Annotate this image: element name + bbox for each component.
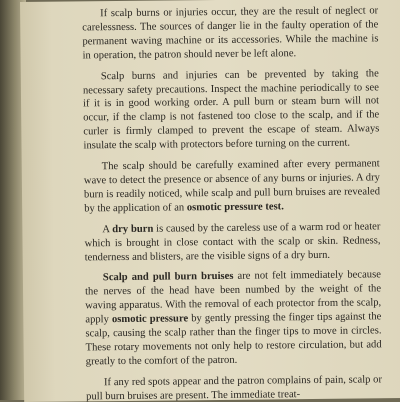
paragraph-6 bbox=[86, 373, 382, 402]
text-segment: Scalp burns and injuries can be prevented by taking the necessary safety precautions. Inspect the machine periodically to see if it is in good working order. A pull burn or steam burn will not occur, if the clamp is not fastened too close to the scalp, and if the curler is firmly clamped to prevent the escape of steam. Always insulate the scalp with protectors before turning on the current. bbox=[82, 67, 380, 152]
paragraph-1 bbox=[82, 4, 379, 63]
bold-term: Scalp and pull burn bruises bbox=[102, 271, 234, 284]
page-text bbox=[82, 4, 382, 402]
text-segment: are not felt immediately because the nerves of the head have been numbed by the weight of the waving apparatus. With the removal of each protector from the scalp, apply bbox=[84, 269, 382, 326]
text-segment: If any red spots appear and the patron complains of pain, scalp or pull burn bruises are present. The immediate treat- bbox=[86, 374, 383, 402]
bold-term: osmotic pressure bbox=[111, 313, 189, 326]
text-segment: The scalp should be carefully examined after every permanent wave to detect the presence or absence of any burns or injuries. A dry burn is readily noticed, while scalp and pull burn bruises are revealed by the application of an bbox=[83, 158, 381, 215]
text-segment: If scalp burns or injuries occur, they are the result of neglect or carelessness. The sources of danger lie in the faulty operation of the permanent waving machine or its accessories. While the machine is in operation, the patron should never be left alone. bbox=[82, 5, 379, 62]
text-segment: by gently pressing the finger tips against the scalp, causing the scalp rather than the finger tips to move in circles. These rotary movements not only help to restore circulation, but add greatly to the comfort of the patron. bbox=[85, 311, 382, 368]
text-segment: A bbox=[102, 223, 113, 235]
bold-term: dry burn bbox=[112, 223, 154, 235]
paragraph-5 bbox=[85, 269, 382, 369]
book-page bbox=[20, 0, 400, 402]
paragraph-2 bbox=[83, 67, 380, 154]
text-segment: is caused by the careless use of a warm rod or heater which is brought in close contact with the scalp or skin. Redness, tenderness and blisters, are the visible signs of a dry burn. bbox=[84, 220, 381, 263]
bold-term: osmotic pressure test. bbox=[186, 201, 284, 214]
paragraph-4 bbox=[84, 220, 380, 265]
paragraph-3 bbox=[84, 157, 381, 216]
